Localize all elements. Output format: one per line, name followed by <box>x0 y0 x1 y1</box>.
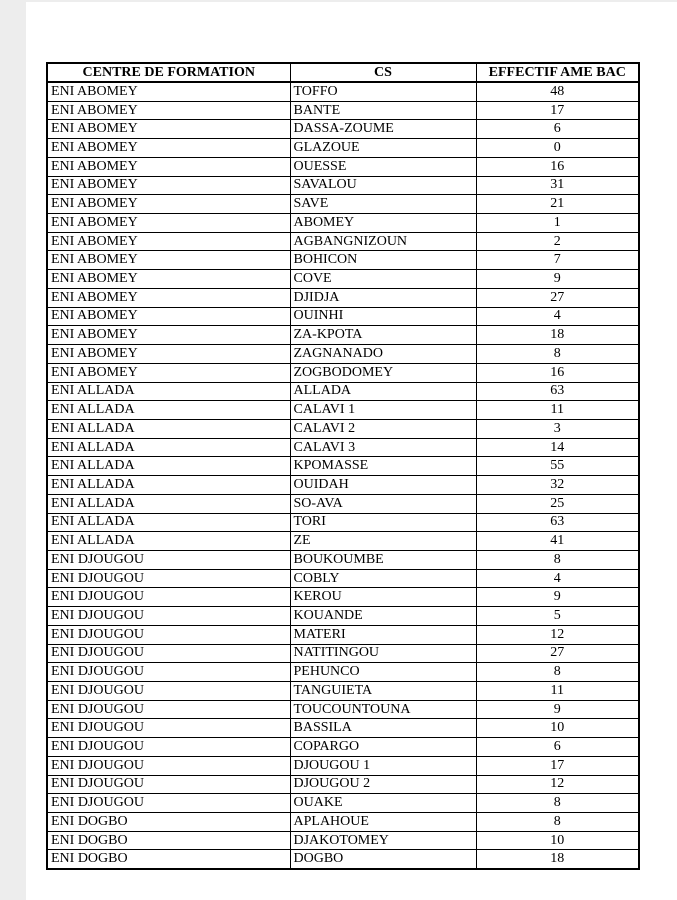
cell-centre-de-formation: ENI DJOUGOU <box>47 644 290 663</box>
cell-effectif: 48 <box>476 82 639 101</box>
cell-cs: DJAKOTOMEY <box>290 831 476 850</box>
cell-cs: PEHUNCO <box>290 663 476 682</box>
cell-centre-de-formation: ENI ABOMEY <box>47 120 290 139</box>
cell-cs: ZA-KPOTA <box>290 326 476 345</box>
effectif-table <box>46 62 640 870</box>
cell-cs: DJIDJA <box>290 288 476 307</box>
table-row <box>47 232 639 251</box>
cell-effectif: 17 <box>476 101 639 120</box>
cell-cs: CALAVI 2 <box>290 419 476 438</box>
cell-effectif: 63 <box>476 382 639 401</box>
cell-centre-de-formation: ENI ABOMEY <box>47 195 290 214</box>
cell-effectif: 63 <box>476 513 639 532</box>
cell-centre-de-formation: ENI ABOMEY <box>47 214 290 233</box>
table-row <box>47 120 639 139</box>
cell-effectif: 31 <box>476 176 639 195</box>
cell-effectif: 8 <box>476 345 639 364</box>
table-row <box>47 831 639 850</box>
cell-cs: BASSILA <box>290 719 476 738</box>
table-row <box>47 663 639 682</box>
table-row <box>47 700 639 719</box>
table-row <box>47 457 639 476</box>
cell-cs: OUAKE <box>290 794 476 813</box>
cell-cs: BOUKOUMBE <box>290 550 476 569</box>
cell-centre-de-formation: ENI ABOMEY <box>47 288 290 307</box>
cell-effectif: 8 <box>476 663 639 682</box>
cell-effectif: 16 <box>476 363 639 382</box>
cell-effectif: 2 <box>476 232 639 251</box>
table-row <box>47 775 639 794</box>
cell-effectif: 7 <box>476 251 639 270</box>
cell-cs: KPOMASSE <box>290 457 476 476</box>
cell-cs: DOGBO <box>290 850 476 869</box>
cell-centre-de-formation: ENI ABOMEY <box>47 82 290 101</box>
cell-centre-de-formation: ENI DOGBO <box>47 813 290 832</box>
cell-centre-de-formation: ENI DJOUGOU <box>47 607 290 626</box>
cell-cs: ZAGNANADO <box>290 345 476 364</box>
table-row <box>47 719 639 738</box>
cell-centre-de-formation: ENI ABOMEY <box>47 157 290 176</box>
cell-cs: ALLADA <box>290 382 476 401</box>
cell-effectif: 12 <box>476 625 639 644</box>
cell-centre-de-formation: ENI ALLADA <box>47 419 290 438</box>
cell-cs: CALAVI 1 <box>290 401 476 420</box>
table-row <box>47 569 639 588</box>
cell-cs: KOUANDE <box>290 607 476 626</box>
cell-effectif: 55 <box>476 457 639 476</box>
cell-cs: NATITINGOU <box>290 644 476 663</box>
cell-centre-de-formation: ENI ALLADA <box>47 476 290 495</box>
cell-centre-de-formation: ENI ALLADA <box>47 513 290 532</box>
cell-centre-de-formation: ENI ALLADA <box>47 382 290 401</box>
table-row <box>47 476 639 495</box>
header-effectif-ame-bac: EFFECTIF AME BAC <box>476 63 639 82</box>
cell-centre-de-formation: ENI DJOUGOU <box>47 588 290 607</box>
cell-effectif: 25 <box>476 494 639 513</box>
table-row <box>47 345 639 364</box>
cell-centre-de-formation: ENI ALLADA <box>47 401 290 420</box>
cell-centre-de-formation: ENI ALLADA <box>47 532 290 551</box>
table-row <box>47 176 639 195</box>
cell-cs: AGBANGNIZOUN <box>290 232 476 251</box>
cell-effectif: 32 <box>476 476 639 495</box>
cell-centre-de-formation: ENI DJOUGOU <box>47 550 290 569</box>
cell-effectif: 9 <box>476 270 639 289</box>
cell-effectif: 8 <box>476 550 639 569</box>
table-row <box>47 738 639 757</box>
cell-centre-de-formation: ENI ABOMEY <box>47 232 290 251</box>
cell-cs: TOFFO <box>290 82 476 101</box>
table-row <box>47 756 639 775</box>
cell-cs: TANGUIETA <box>290 682 476 701</box>
table-row <box>47 588 639 607</box>
cell-effectif: 4 <box>476 307 639 326</box>
table-row <box>47 270 639 289</box>
cell-centre-de-formation: ENI DOGBO <box>47 831 290 850</box>
cell-cs: OUINHI <box>290 307 476 326</box>
cell-effectif: 6 <box>476 738 639 757</box>
table-row <box>47 288 639 307</box>
cell-centre-de-formation: ENI ABOMEY <box>47 139 290 158</box>
table-row <box>47 644 639 663</box>
cell-centre-de-formation: ENI ALLADA <box>47 438 290 457</box>
cell-cs: SO-AVA <box>290 494 476 513</box>
table-row <box>47 214 639 233</box>
cell-centre-de-formation: ENI ABOMEY <box>47 251 290 270</box>
cell-centre-de-formation: ENI ABOMEY <box>47 176 290 195</box>
cell-centre-de-formation: ENI DJOUGOU <box>47 794 290 813</box>
cell-cs: COBLY <box>290 569 476 588</box>
cell-effectif: 8 <box>476 794 639 813</box>
cell-effectif: 8 <box>476 813 639 832</box>
cell-effectif: 3 <box>476 419 639 438</box>
table-row <box>47 139 639 158</box>
cell-effectif: 27 <box>476 288 639 307</box>
cell-centre-de-formation: ENI ABOMEY <box>47 270 290 289</box>
cell-centre-de-formation: ENI DJOUGOU <box>47 756 290 775</box>
cell-cs: TOUCOUNTOUNA <box>290 700 476 719</box>
cell-effectif: 14 <box>476 438 639 457</box>
cell-centre-de-formation: ENI ALLADA <box>47 457 290 476</box>
cell-effectif: 41 <box>476 532 639 551</box>
cell-cs: SAVALOU <box>290 176 476 195</box>
table-row <box>47 813 639 832</box>
table-row <box>47 532 639 551</box>
cell-cs: OUIDAH <box>290 476 476 495</box>
cell-centre-de-formation: ENI ABOMEY <box>47 307 290 326</box>
table-row <box>47 251 639 270</box>
cell-cs: MATERI <box>290 625 476 644</box>
cell-cs: DJOUGOU 1 <box>290 756 476 775</box>
table-row <box>47 513 639 532</box>
table-row <box>47 607 639 626</box>
table-row <box>47 401 639 420</box>
table-row <box>47 101 639 120</box>
cell-effectif: 10 <box>476 831 639 850</box>
cell-cs: COPARGO <box>290 738 476 757</box>
cell-effectif: 16 <box>476 157 639 176</box>
document-page <box>26 2 677 900</box>
table-header-row <box>47 63 639 82</box>
cell-effectif: 11 <box>476 401 639 420</box>
cell-cs: COVE <box>290 270 476 289</box>
table-body <box>47 82 639 869</box>
cell-centre-de-formation: ENI DJOUGOU <box>47 663 290 682</box>
table-row <box>47 794 639 813</box>
header-centre-de-formation: CENTRE DE FORMATION <box>47 63 290 82</box>
table-row <box>47 494 639 513</box>
cell-centre-de-formation: ENI ABOMEY <box>47 326 290 345</box>
cell-effectif: 21 <box>476 195 639 214</box>
cell-cs: BOHICON <box>290 251 476 270</box>
cell-centre-de-formation: ENI DJOUGOU <box>47 700 290 719</box>
cell-effectif: 12 <box>476 775 639 794</box>
cell-cs: KEROU <box>290 588 476 607</box>
cell-cs: TORI <box>290 513 476 532</box>
cell-centre-de-formation: ENI ABOMEY <box>47 363 290 382</box>
cell-cs: GLAZOUE <box>290 139 476 158</box>
cell-effectif: 17 <box>476 756 639 775</box>
cell-effectif: 6 <box>476 120 639 139</box>
table-row <box>47 363 639 382</box>
cell-effectif: 0 <box>476 139 639 158</box>
cell-centre-de-formation: ENI DJOUGOU <box>47 719 290 738</box>
table-row <box>47 625 639 644</box>
cell-effectif: 18 <box>476 850 639 869</box>
table-row <box>47 157 639 176</box>
cell-effectif: 4 <box>476 569 639 588</box>
cell-effectif: 1 <box>476 214 639 233</box>
cell-cs: ZE <box>290 532 476 551</box>
cell-effectif: 11 <box>476 682 639 701</box>
table-row <box>47 382 639 401</box>
cell-effectif: 18 <box>476 326 639 345</box>
cell-centre-de-formation: ENI ALLADA <box>47 494 290 513</box>
cell-cs: BANTE <box>290 101 476 120</box>
cell-effectif: 9 <box>476 588 639 607</box>
cell-cs: APLAHOUE <box>290 813 476 832</box>
cell-cs: SAVE <box>290 195 476 214</box>
table-row <box>47 195 639 214</box>
cell-cs: ZOGBODOMEY <box>290 363 476 382</box>
header-cs: CS <box>290 63 476 82</box>
cell-centre-de-formation: ENI DJOUGOU <box>47 738 290 757</box>
table-row <box>47 850 639 869</box>
cell-centre-de-formation: ENI DJOUGOU <box>47 682 290 701</box>
cell-centre-de-formation: ENI ABOMEY <box>47 345 290 364</box>
cell-centre-de-formation: ENI DOGBO <box>47 850 290 869</box>
table-row <box>47 550 639 569</box>
table-row <box>47 438 639 457</box>
cell-cs: CALAVI 3 <box>290 438 476 457</box>
cell-centre-de-formation: ENI ABOMEY <box>47 101 290 120</box>
cell-cs: DASSA-ZOUME <box>290 120 476 139</box>
table-row <box>47 82 639 101</box>
cell-cs: ABOMEY <box>290 214 476 233</box>
cell-effectif: 9 <box>476 700 639 719</box>
cell-centre-de-formation: ENI DJOUGOU <box>47 775 290 794</box>
cell-effectif: 5 <box>476 607 639 626</box>
table-row <box>47 682 639 701</box>
table-row <box>47 419 639 438</box>
cell-centre-de-formation: ENI DJOUGOU <box>47 569 290 588</box>
table-row <box>47 326 639 345</box>
cell-cs: DJOUGOU 2 <box>290 775 476 794</box>
cell-cs: OUESSE <box>290 157 476 176</box>
table-row <box>47 307 639 326</box>
cell-centre-de-formation: ENI DJOUGOU <box>47 625 290 644</box>
cell-effectif: 10 <box>476 719 639 738</box>
cell-effectif: 27 <box>476 644 639 663</box>
